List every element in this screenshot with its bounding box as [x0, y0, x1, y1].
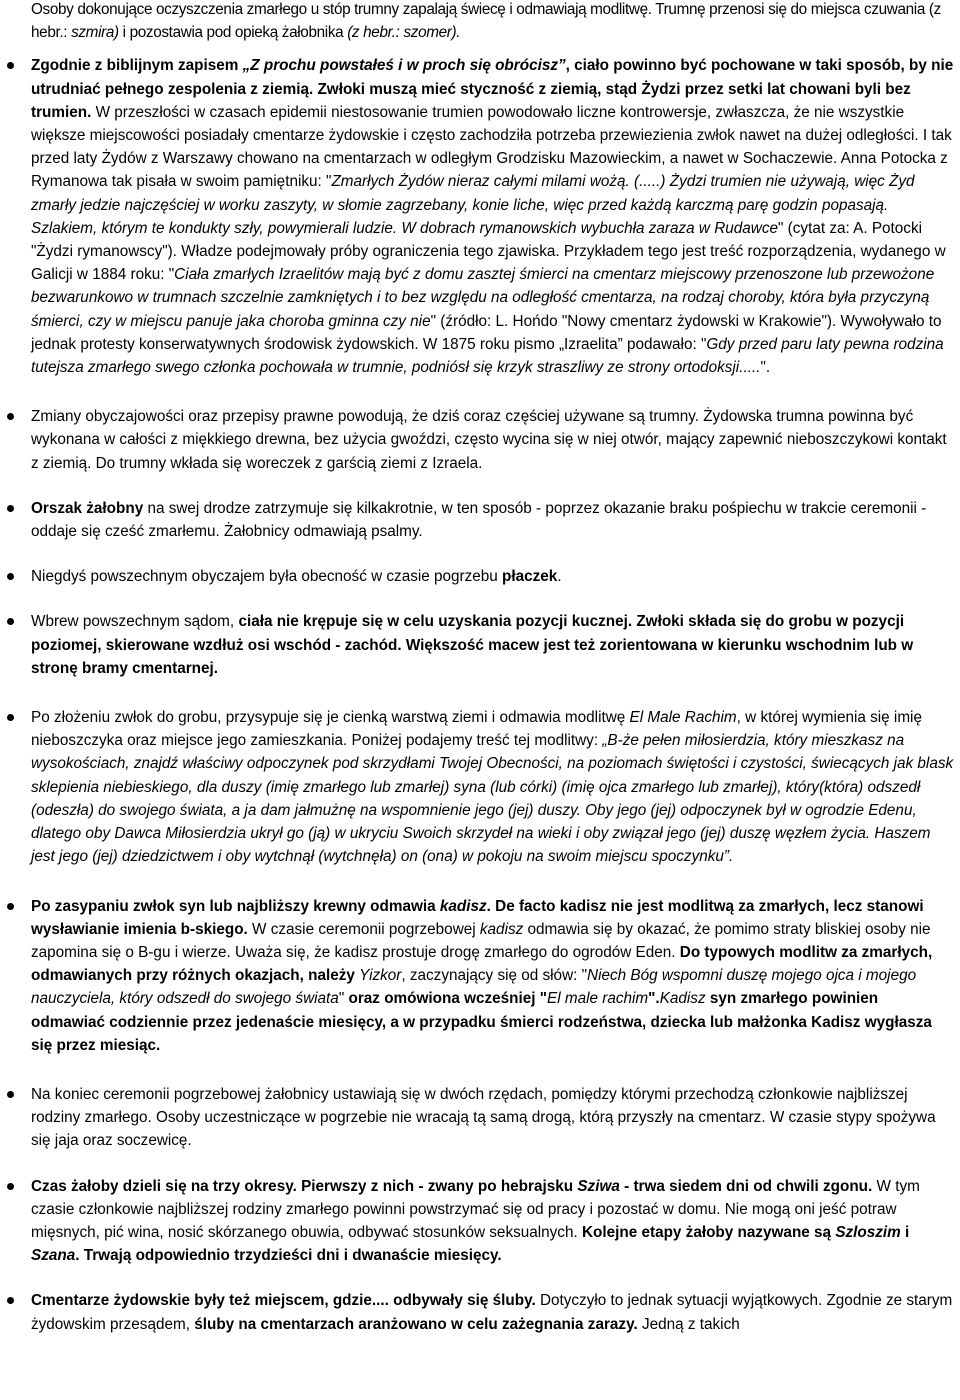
list-item — [0, 706, 960, 868]
item-8-run-3: . De facto kadisz nie jest modlitwą za zmarłych, lecz stanowi wysławianie imienia b-skiego. — [31, 897, 924, 938]
list-item — [0, 1175, 960, 1268]
item-2-run-5: Zmarłych Żydów nieraz całymi milami wożą. (.....) Żydzi trumien nie używają, więc Żyd zmarły jedzie najczęściej w worku zaszyty, w słomie zagrzebany, konie liche, więc przed każdą karczmą parę godzin popasają. Szlakiem, którym te kondukty szły, powymierali ludzie. W dobrach rymanowskich wybuchła zaraza w Rudawce — [31, 173, 915, 237]
list-item — [0, 1289, 960, 1335]
item-1-run-1: Osoby dokonujące oczyszczenia zmarłego u stóp trumny zapalają świecę i odmawiają modlitwę. Trumnę przenosi się do miejsca czuwania (z hebr.: — [31, 1, 941, 42]
list-item — [0, 1083, 960, 1153]
item-7-run-4: „B-że pełen miłosierdzia, który mieszkasz na wysokościach, znajdź właściwy odpoczynek pod skrzydłami Twojej Obecności, na poziomach świętości i czystości, świecących jak blask sklepienia niebieskiego, dla duszy (imię zmarłego lub zmarłej) syna (lub córki) (imię ojca zmarłego lub zmarłej), który(która) odszedł (odeszła) do swojego świata, a ja dam jałmużnę na wspomnienie jego (jej) duszy. Oby jego (jej) odpoczynek był w ogrodzie Edenu, dlatego oby Dawca Miłosierdzia ukrył go (ją) w ukryciu Swoich skrzydeł na wieki i oby związał jego (jej) duszę węzłem życia. Haszem jest jego (jej) dziedzictwem i oby wytchnął (wytchnęła) on (ona) w pokoju na swoim miejscu spoczynku”. — [31, 732, 954, 866]
item-6-run-1: Wbrew powszechnym sądom, — [31, 613, 239, 631]
item-2-run-3: , ciało powinno być pochowane w taki sposób, by nie utrudniać pełnego zespolenia z ziemią. Zwłoki muszą mieć styczność z ziemią, stąd Żydzi przez setki lat chowani byli bez trumien. — [31, 57, 954, 121]
item-10-run-9: . Trwają odpowiednio trzydzieści dni i dwanaście miesięcy. — [75, 1247, 502, 1265]
item-8-run-13: El male rachim — [547, 990, 649, 1008]
item-10-run-3: - trwa siedem dni od chwili zgonu. — [619, 1177, 873, 1195]
item-10-run-4: W tym czasie członkowie najbliższej rodziny zmarłego powinni powstrzymać się od pracy i pozostać w domu. Nie mogą oni jeść potraw mięsnych, pić wina, nosić skórzanego obuwia, odbywać stosunków seksualnych. — [31, 1177, 920, 1241]
item-10-run-5: Kolejne etapy żałoby nazywane są — [581, 1223, 836, 1241]
item-7-run-1: Po złożeniu zwłok do grobu, przysypuje się je cienką warstwą ziemi i odmawia modlitwę — [31, 709, 630, 727]
item-9-run-1: Na koniec ceremonii pogrzebowej żałobnicy ustawiają się w dwóch rzędach, pomiędzy którymi przechodzą członkowie najbliższej rodziny zmarłego. Osoby uczestniczące w pogrzebie nie wracają tą samą drogą, którą przyszły na cmentarz. W czasie stypy spożywa się jaja oraz soczewicę. — [31, 1085, 936, 1150]
item-10-run-7: i — [900, 1223, 910, 1241]
item-4-run-2: na swej drodze zatrzymuje się kilkakrotnie, w ten sposób - poprzez okazanie braku pośpiechu w trakcie ceremonii - oddaje się cześć zmarłemu. Żałobnicy odmawiają psalmy. — [31, 499, 927, 541]
item-8-run-15: Kadisz — [659, 990, 706, 1008]
item-1-run-4: (z hebr.: szomer). — [347, 24, 461, 42]
item-8-run-4: W czasie ceremonii pogrzebowej — [247, 920, 480, 938]
item-2-run-2: „Z prochu powstałeś i w proch się obrócisz” — [242, 57, 566, 75]
item-11-run-4: Jedną z takich — [637, 1315, 740, 1333]
item-8-run-10: Niech Bóg wspomni duszę mojego ojca i mojego nauczyciela, który odszedł do swojego świata — [31, 967, 917, 1008]
item-8-run-8: Yizkor — [359, 967, 402, 985]
item-2-run-1: Zgodnie z biblijnym zapisem — [31, 57, 243, 75]
item-2-run-8: " (źródło: L. Hońdo "Nowy cmentarz żydowski w Krakowie"). Wywoływało to jednak protesty konserwatywnych środowisk żydowskich. W 1875 roku pismo „Izraelita” podawało: " — [31, 312, 942, 353]
item-11-run-3: śluby na cmentarzach aranżowano w celu zażegnania zarazy. — [194, 1315, 638, 1333]
list-item — [0, 497, 960, 543]
item-11-run-2: Dotyczyło to jednak sytuacji wyjątkowych. Zgodnie ze starym żydowskim przesądem, — [31, 1292, 953, 1333]
list-item — [0, 895, 960, 1057]
item-2-run-4: W przeszłości w czasach epidemii niestosowanie trumien powodowało liczne kontrowersje, zwłaszcza, że nie wszystkie większe miejscowości posiadały cmentarze żydowskie i często zachodziła potrzeba przewiezienia zwłok nawet na dużej odległości. I tak przed laty Żydów z Warszawy chowano na cmentarzach w odległym Grodzisku Mazowieckim, a nawet w Sochaczewie. Anna Potocka z Rymanowa tak pisała w swoim pamiętniku: " — [31, 103, 952, 191]
item-8-run-6: odmawia się by okazać, że pomimo straty bliskiej osoby nie zapomina się o B-gu i wierze. Uważa się, że kadisz prostuje drogę zmarłego do ogrodów Eden. — [31, 920, 931, 961]
item-8-run-2: kadisz — [439, 897, 487, 915]
item-7-run-2: El Male Rachim — [629, 709, 737, 727]
list-item — [0, 54, 960, 379]
item-2-run-9: Gdy przed paru laty pewna rodzina tutejsza zmarłego swego członka pochowała w trumnie, podniósł się krzyk straszliwy ze strony ortodoksji..... — [31, 335, 944, 377]
item-10-run-6: Szloszim — [835, 1223, 901, 1241]
item-1-run-3: i pozostawia pod opieką żałobnika — [118, 24, 348, 42]
list-item — [0, 565, 960, 588]
list-item — [0, 405, 960, 475]
item-8-run-7: Do typowych modlitw za zmarłych, odmawianych przy różnych okazjach, należy — [31, 943, 933, 985]
list-item — [0, 610, 960, 680]
item-4-run-1: Orszak żałobny — [31, 499, 144, 517]
item-8-run-16: syn zmarłego powinien odmawiać codziennie przez jedenaście miesięcy, a w przypadku śmierci rodzeństwa, dziecka lub małżonka Kadisz wygłasza się przez miesiąc. — [31, 990, 932, 1054]
item-11-run-1: Cmentarze żydowskie były też miejscem, gdzie.... odbywały się śluby. — [31, 1292, 536, 1310]
item-10-run-2: Sziwa — [577, 1177, 620, 1195]
item-5-run-3: . — [557, 568, 562, 586]
item-2-run-10: ". — [760, 359, 771, 377]
item-8-run-12: oraz omówiona wcześniej " — [348, 990, 548, 1008]
item-3-run-1: Zmiany obyczajowości oraz przepisy prawne powodują, że dziś coraz częściej używane są trumny. Żydowska trumna powinna być wykonana w całości z miękkiego drewna, bez użycia gwoździ, często wycina się w niej otwór, mający zapewnić nieboszczykowi kontakt z ziemią. Do trumny wkłada się woreczek z garścią ziemi z Izraela. — [31, 408, 947, 472]
list-item — [0, 0, 960, 44]
item-5-run-1: Niegdyś powszechnym obyczajem była obecność w czasie pogrzebu — [31, 568, 503, 586]
item-2-run-7: Ciała zmarłych Izraelitów mają być z domu zasztej śmierci na cmentarz miejscowy przenoszone lub przewożone bezwarunkowo w trumnach szczelnie zamkniętych i to bez względu na odległość cmentarza, na rodzaj choroby, która była przyczyną śmierci, czy w miejscu panuje jaka choroba gminna czy nie — [31, 266, 935, 330]
item-2-run-6: " (cytat za: A. Potocki "Żydzi rymanowscy"). Władze podejmowały próby ograniczenia tego zjawiska. Przykładem tego jest treść rozporządzenia, wydanego w Galicji w 1884 roku: " — [31, 219, 946, 284]
item-1-run-2: szmira) — [71, 24, 119, 42]
item-10-run-1: Czas żałoby dzieli się na trzy okresy. Pierwszy z nich - zwany po hebrajsku — [31, 1177, 578, 1195]
item-6-run-2: ciała nie krępuje się w celu uzyskania pozycji kucznej. Zwłoki składa się do grobu w pozycji poziomej, skierowane wzdłuż osi wschód - zachód. Większość macew jest też zorientowana w kierunku wschodnim lub w stronę bramy cmentarnej. — [31, 613, 914, 677]
item-5-run-2: płaczek — [502, 568, 558, 586]
item-8-run-5: kadisz — [479, 920, 524, 938]
item-8-run-14: ". — [648, 990, 660, 1008]
item-8-run-1: Po zasypaniu zwłok syn lub najbliższy krewny odmawia — [31, 897, 440, 915]
item-8-run-9: , zaczynający się od słów: " — [401, 967, 588, 985]
item-10-run-8: Szana — [31, 1247, 76, 1265]
item-7-run-3: , w której wymienia się imię nieboszczyka oraz miejsce jego zamieszkania. Poniżej podajemy treść tej modlitwy: — [31, 709, 922, 750]
item-8-run-11: " — [338, 990, 349, 1008]
